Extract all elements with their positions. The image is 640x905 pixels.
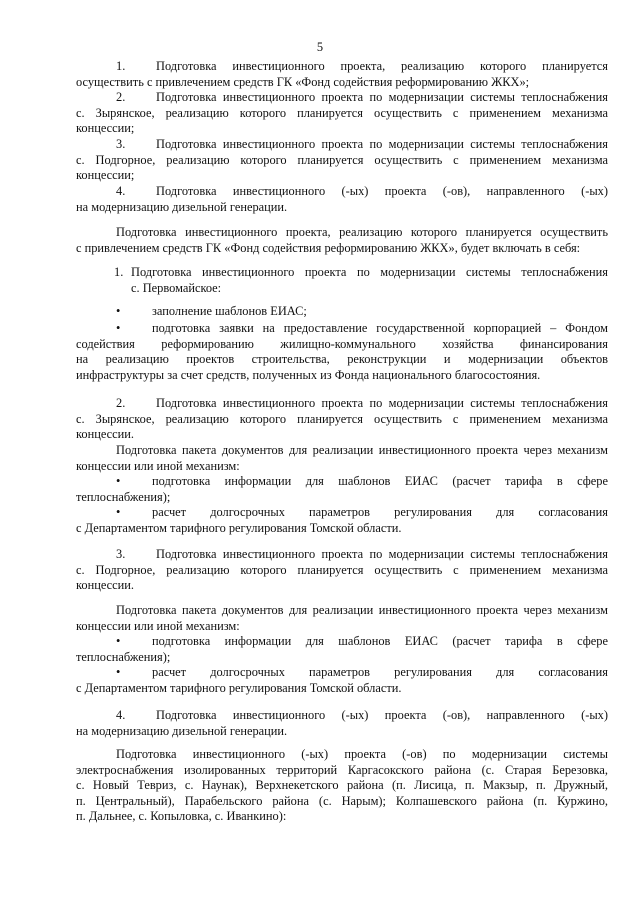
section-2-bullet-1: • подготовка информации для шаблонов ЕИАС (расчет тарифа в сфере теплоснабжения); (76, 474, 608, 504)
text-line: теплоснабжения); (76, 489, 171, 504)
text-line: Подготовка инвестиционного проекта по модернизации системы теплоснабжения (156, 90, 608, 104)
top-list-item-4: 4. Подготовка инвестиционного (-ых) проекта (-ов), направленного (-ых) на модернизацию дизельной генерации. (76, 184, 608, 214)
top-list-item-2: 2. Подготовка инвестиционного проекта по модернизации системы теплоснабжения с. Зырянское, реализацию которого планируется осуществить с применением механизма концессии; (76, 90, 608, 136)
text-line: с. Новый Тевриз, с. Наунак), Верхнекетского района (п. Лисица, п. Макзыр, п. Дружный, (76, 778, 608, 793)
text-line: концессии или иной механизм: (76, 618, 240, 633)
text-line: с. Первомайское: (131, 280, 222, 295)
text-line: Подготовка инвестиционного (-ых) проекта (-ов), направленного (-ых) (156, 184, 608, 198)
text-line: Подготовка инвестиционного (-ых) проекта (-ов) по модернизации системы (116, 747, 608, 761)
text-line: концессии; (76, 121, 135, 136)
text-line: с. Зырянское, реализацию которого планируется осуществить с применением механизма (76, 411, 608, 426)
text-line: Подготовка инвестиционного проекта, реализацию которого планируется (156, 59, 608, 73)
text-line: на модернизацию дизельной генерации. (76, 199, 288, 214)
text-line: электроснабжения изолированных территорий Каргасокского района (с. Старая Березовка, (76, 762, 608, 777)
text-line: на реализацию проектов строительства, реконструкции и модернизации объектов (76, 352, 608, 367)
text-line: Подготовка инвестиционного (-ых) проекта (-ов), направленного (-ых) (156, 708, 608, 722)
text-line: Подготовка инвестиционного проекта по модернизации системы теплоснабжения (156, 396, 608, 410)
text-line: содействия реформированию жилищно-коммунального хозяйства финансирования (76, 336, 608, 351)
text-line: п. Дальнее, с. Копыловка, с. Иванкино): (76, 809, 287, 824)
section-1-bullet-1: • заполнение шаблонов ЕИАС; (116, 304, 307, 318)
section-1-bullet-2: • подготовка заявки на предоставление государственной корпорацией – Фондом содействия реформированию жилищно-коммунального хозяйства финансирования на реализацию проектов строительства, реконструкции и модернизации объектов инфраструктуры за счет средств, полученных из Фонда национального благосостояния. (76, 321, 608, 382)
page-number: 5 (316, 40, 324, 54)
text-line: Подготовка инвестиционного проекта по модернизации системы теплоснабжения (156, 137, 608, 151)
section-3-heading: 3. Подготовка инвестиционного проекта по модернизации системы теплоснабжения с. Подгорное, реализацию которого планируется осуществить с применением механизма концессии. (76, 547, 608, 593)
text-line: подготовка информации для шаблонов ЕИАС (расчет тарифа в сфере (152, 474, 608, 488)
text-line: с Департаментом тарифного регулирования Томской области. (76, 680, 402, 695)
text-line: на модернизацию дизельной генерации. (76, 723, 288, 738)
text-line: теплоснабжения); (76, 649, 171, 664)
section-3-package (76, 603, 608, 634)
section-3-bullet-1: • подготовка информации для шаблонов ЕИАС (расчет тарифа в сфере теплоснабжения); (76, 634, 608, 664)
section-4-heading: 4. Подготовка инвестиционного (-ых) проекта (-ов), направленного (-ых) на модернизацию дизельной генерации. (76, 708, 608, 738)
section-4-paragraph (76, 747, 608, 825)
section-3-bullet-2: • расчет долгосрочных параметров регулирования для согласования с Департаментом тарифного регулирования Томской области. (76, 665, 608, 695)
section-2-heading: 2. Подготовка инвестиционного проекта по модернизации системы теплоснабжения с. Зырянское, реализацию которого планируется осуществить с применением механизма концессии. (76, 396, 608, 442)
text-line: п. Центральный), Парабельского района (с. Нарым); Колпашевского района (п. Куржино, (76, 793, 608, 808)
top-list-item-1: 1. Подготовка инвестиционного проекта, реализацию которого планируется осуществить с привлечением средств ГК «Фонд содействия реформированию ЖКХ»; (76, 59, 608, 89)
text-line: Подготовка инвестиционного проекта по модернизации системы теплоснабжения (156, 547, 608, 561)
section-1-heading: 1. Подготовка инвестиционного проекта по модернизации системы теплоснабжения с. Первомайское: (76, 265, 608, 296)
text-line: Подготовка пакета документов для реализации инвестиционного проекта через механизм (116, 443, 608, 457)
text-line: заполнение шаблонов ЕИАС; (152, 304, 307, 318)
text-line: Подготовка инвестиционного проекта, реализацию которого планируется осуществить (116, 225, 608, 239)
text-line: с Департаментом тарифного регулирования Томской области. (76, 520, 402, 535)
text-line: с. Подгорное, реализацию которого планируется осуществить с применением механизма (76, 152, 608, 167)
section-2-bullet-2: • расчет долгосрочных параметров регулирования для согласования с Департаментом тарифного регулирования Томской области. (76, 505, 608, 535)
section-2-package (76, 443, 608, 474)
top-list-item-3: 3. Подготовка инвестиционного проекта по модернизации системы теплоснабжения с. Подгорное, реализацию которого планируется осуществить с применением механизма концессии; (76, 137, 608, 183)
text-line: с. Зырянское, реализацию которого планируется осуществить с применением механизма (76, 105, 608, 120)
text-line: расчет долгосрочных параметров регулирования для согласования (152, 505, 608, 519)
text-line: концессии. (76, 427, 135, 442)
text-line: концессии; (76, 168, 135, 183)
text-line: концессии. (76, 578, 135, 593)
text-line: расчет долгосрочных параметров регулирования для согласования (152, 665, 608, 679)
text-line: Подготовка пакета документов для реализации инвестиционного проекта через механизм (116, 603, 608, 617)
text-line: с. Подгорное, реализацию которого планируется осуществить с применением механизма (76, 562, 608, 577)
text-line: Подготовка инвестиционного проекта по модернизации системы теплоснабжения (131, 265, 608, 279)
text-line: концессии или иной механизм: (76, 458, 240, 473)
text-line: подготовка заявки на предоставление государственной корпорацией – Фондом (152, 321, 608, 335)
intro-paragraph (76, 225, 608, 256)
text-line: инфраструктуры за счет средств, полученных из Фонда национального благосостояния. (76, 367, 541, 382)
text-line: подготовка информации для шаблонов ЕИАС (расчет тарифа в сфере (152, 634, 608, 648)
text-line: с привлечением средств ГК «Фонд содействия реформированию ЖКХ», будет включать в себя: (76, 240, 581, 255)
text-line: осуществить с привлечением средств ГК «Фонд содействия реформированию ЖКХ»; (76, 74, 530, 89)
